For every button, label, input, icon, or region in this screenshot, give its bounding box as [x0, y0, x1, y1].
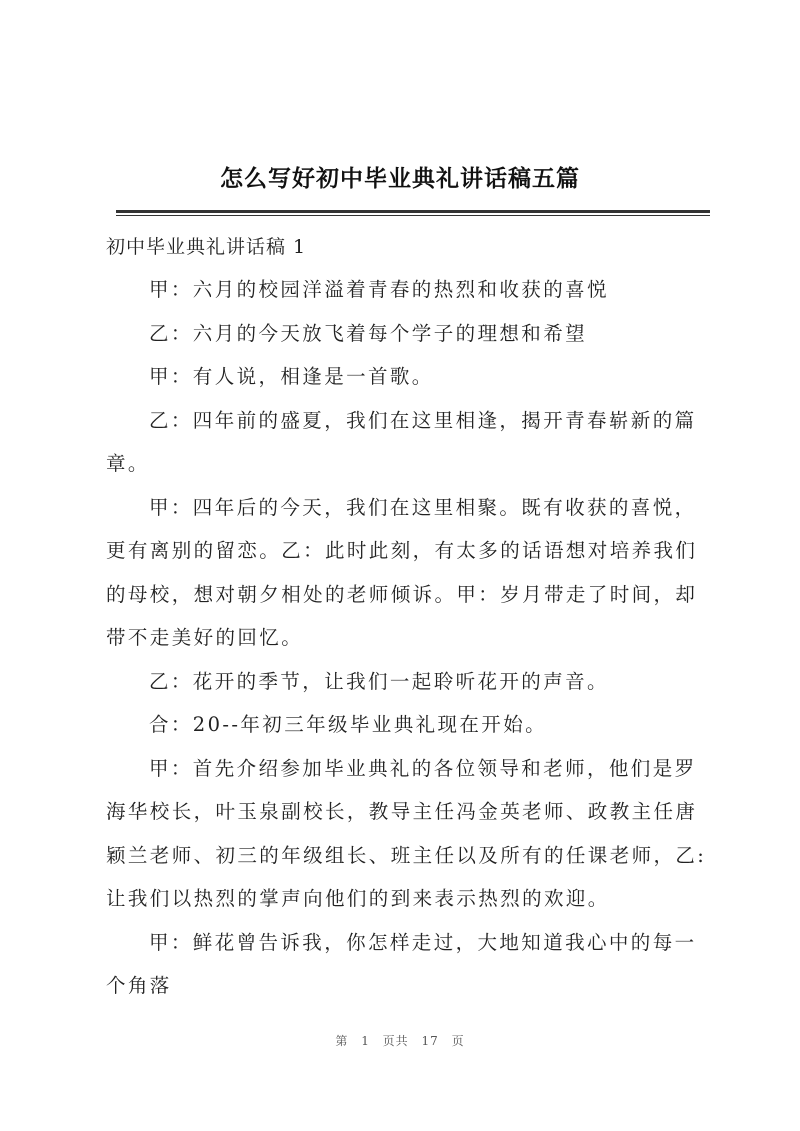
paragraph: 甲：有人说，相逢是一首歌。 [149, 365, 434, 388]
page-footer: 第 1 页共 17 页 [335, 1034, 465, 1048]
title-divider-thin [116, 215, 710, 216]
paragraph: 甲：首先介绍参加毕业典礼的各位领导和老师，他们是罗海华校长，叶玉泉副校长，教导主任冯金英老师、政教主任唐颖兰老师、初三的年级组长、班主任以及所有的任课老师，乙:让我们以热烈的掌声向他们的到来表示热烈的欢迎。 [106, 756, 707, 910]
document-title: 怎么写好初中毕业典礼讲话稿五篇 [220, 165, 580, 192]
section-heading: 初中毕业典礼讲话稿 1 [106, 236, 307, 258]
title-divider [116, 210, 710, 213]
paragraph: 乙：花开的季节，让我们一起聆听花开的声音。 [149, 669, 609, 693]
paragraph: 甲：四年后的今天，我们在这里相聚。既有收获的喜悦，更有离别的留恋。乙：此时此刻，有太多的话语想对培养我们的母校，想对朝夕相处的老师倾诉。甲：岁月带走了时间，却带不走美好的回忆。 [106, 495, 698, 649]
document-body [106, 268, 712, 1008]
paragraph: 甲：鲜花曾告诉我，你怎样走过，大地知道我心中的每一个角落 [106, 930, 697, 997]
paragraph: 合：20--年初三年级毕业典礼现在开始。 [149, 713, 547, 736]
paragraph: 乙：四年前的盛夏，我们在这里相逢，揭开青春崭新的篇章。 [106, 408, 697, 475]
paragraph: 甲：六月的校园洋溢着青春的热烈和收获的喜悦 [149, 278, 609, 301]
paragraph: 乙：六月的今天放飞着每个学子的理想和希望 [149, 321, 588, 345]
